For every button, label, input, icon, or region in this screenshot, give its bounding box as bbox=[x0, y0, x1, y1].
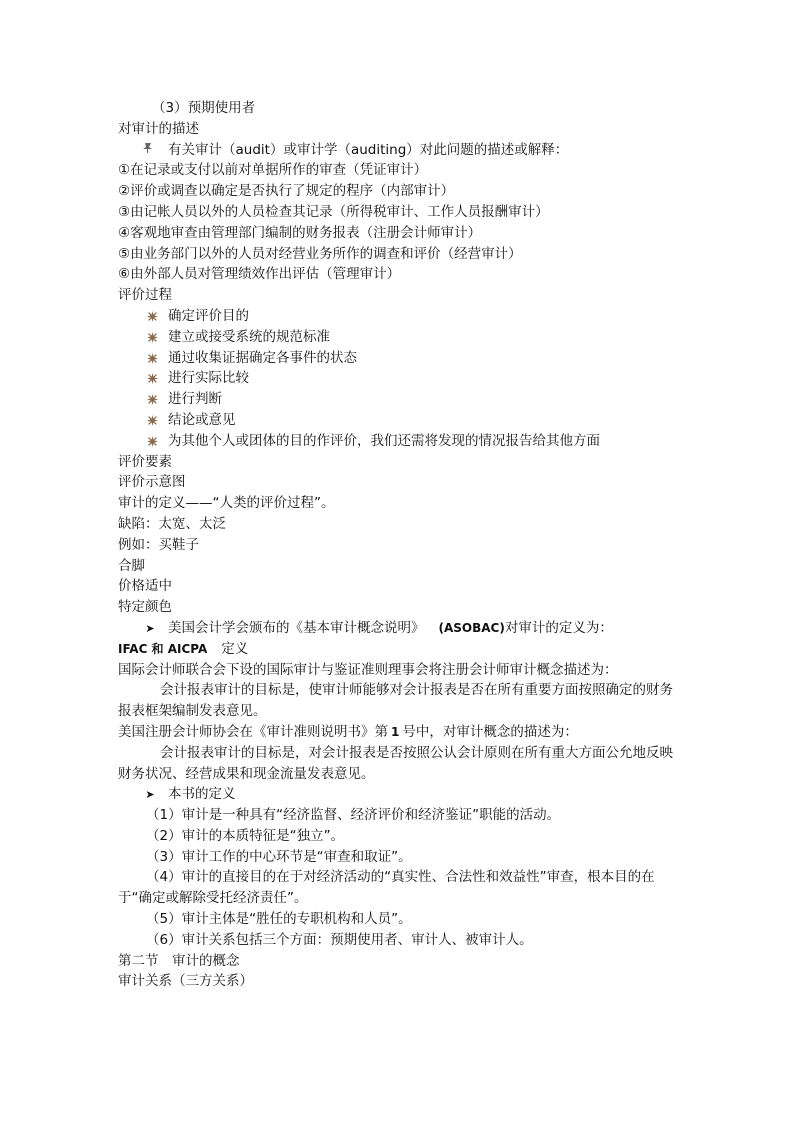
list-item bbox=[118, 160, 678, 181]
text-line bbox=[118, 971, 678, 992]
acronym-text: (ASOBAC) bbox=[438, 620, 505, 635]
line-text: 国际会计师联合会下设的国际审计与鉴证准则理事会将注册会计师审计概念描述为： bbox=[118, 661, 618, 678]
list-item bbox=[118, 223, 678, 244]
line-text: 第二节 审计的概念 bbox=[118, 952, 240, 969]
heading-line bbox=[118, 119, 678, 140]
list-item bbox=[118, 264, 678, 285]
line-text: 缺陷：太宽、太泛 bbox=[118, 515, 226, 532]
heading-line bbox=[118, 472, 678, 493]
line-text: 进行实际比较 bbox=[168, 370, 249, 387]
text-line bbox=[118, 535, 678, 556]
line-text: 价格适中 bbox=[118, 578, 172, 595]
paragraph bbox=[118, 680, 678, 722]
line-text: （3）审计工作的中心环节是“审查和取证”。 bbox=[146, 848, 412, 865]
text-line bbox=[118, 660, 678, 681]
line-text: 评价要素 bbox=[118, 453, 172, 470]
text-line bbox=[118, 722, 678, 743]
text-line bbox=[118, 597, 678, 618]
line-text: ④客观地审查由管理部门编制的财务报表（注册会计师审计） bbox=[118, 224, 482, 241]
line-text: 本书的定义 bbox=[168, 786, 236, 803]
list-item bbox=[118, 181, 678, 202]
numbered-item bbox=[118, 826, 678, 847]
acronym-text: IFAC 和 AICPA bbox=[118, 641, 208, 656]
line-text: ⑥由外部人员对管理绩效作出评估（管理审计） bbox=[118, 266, 401, 283]
line-text: （5）审计主体是“胜任的专职机构和人员”。 bbox=[146, 911, 412, 928]
line-text: 评价示意图 bbox=[118, 474, 186, 491]
text-line bbox=[118, 556, 678, 577]
line-text: 结论或意见 bbox=[168, 411, 236, 428]
text-line bbox=[118, 140, 678, 161]
line-text: 为其他个人或团体的目的作评价，我们还需将发现的情况报告给其他方面 bbox=[168, 432, 600, 449]
line-text: 建立或接受系统的规范标准 bbox=[168, 328, 330, 345]
arrow-bullet-icon: ➤ bbox=[145, 621, 155, 635]
star-bullet-icon bbox=[146, 389, 159, 410]
line-text: （3）预期使用者 bbox=[152, 100, 256, 116]
line-text: 特定颜色 bbox=[118, 599, 172, 616]
line-text: 对审计的描述 bbox=[118, 120, 199, 137]
line-text: （6）审计关系包括三个方面：预期使用者、审计人、被审计人。 bbox=[146, 931, 533, 948]
list-item bbox=[118, 244, 678, 265]
line-text: 通过收集证据确定各事件的状态 bbox=[168, 349, 357, 366]
numbered-item bbox=[118, 930, 678, 951]
line-text: ⑤由业务部门以外的人员对经营业务所作的调查和评价（经营审计） bbox=[118, 245, 522, 262]
line-text: 有关审计（audit）或审计学（auditing）对此问题的描述或解释： bbox=[168, 141, 569, 158]
text-line bbox=[118, 576, 678, 597]
line-text: 审计的定义——“人类的评价过程”。 bbox=[118, 495, 335, 512]
line-text: 号中，对审计概念的描述为： bbox=[402, 723, 578, 740]
line-text: ③由记帐人员以外的人员检查其记录（所得税审计、工作人员报酬审计） bbox=[118, 203, 549, 220]
arrow-bullet-icon: ➤ bbox=[145, 788, 155, 802]
numbered-item bbox=[118, 867, 678, 909]
line-text: 进行判断 bbox=[168, 391, 222, 408]
text-line bbox=[118, 493, 678, 514]
document-body bbox=[118, 98, 678, 992]
text-line bbox=[118, 514, 678, 535]
pushpin-icon bbox=[142, 140, 154, 161]
heading-line bbox=[118, 452, 678, 473]
paragraph bbox=[118, 743, 678, 785]
line-text: （4）审计的直接目的在于对经济活动的“真实性、合法性和效益性”审查，根本目的在于“确定或解除受托经济责任”。 bbox=[118, 869, 655, 907]
heading-line bbox=[118, 285, 678, 306]
bullet-item bbox=[118, 389, 678, 410]
star-bullet-icon bbox=[146, 431, 159, 452]
star-bullet-icon bbox=[146, 348, 159, 369]
section-heading bbox=[118, 951, 678, 972]
line-text: （1）审计是一种具有“经济监督、经济评价和经济鉴证”职能的活动。 bbox=[146, 807, 561, 824]
star-bullet-icon bbox=[146, 368, 159, 389]
number-text: 1 bbox=[391, 724, 400, 739]
line-text: （2）审计的本质特征是“独立”。 bbox=[146, 827, 345, 844]
line-text: ②评价或调查以确定是否执行了规定的程序（内部审计） bbox=[118, 183, 455, 200]
line-text: 例如：买鞋子 bbox=[118, 536, 199, 553]
numbered-item bbox=[118, 909, 678, 930]
bullet-item bbox=[118, 348, 678, 369]
arrow-item bbox=[118, 784, 678, 805]
arrow-item bbox=[118, 618, 678, 639]
paragraph-text: 会计报表审计的目标是，使审计师能够对会计报表是否在所有重要方面按照确定的财务报表框架编制发表意见。 bbox=[118, 682, 673, 720]
line-text: 确定评价目的 bbox=[168, 307, 249, 324]
line-text: 对审计的定义为： bbox=[504, 619, 613, 636]
bullet-item bbox=[118, 431, 678, 452]
star-bullet-icon bbox=[146, 327, 159, 348]
list-item bbox=[118, 202, 678, 223]
numbered-item bbox=[118, 847, 678, 868]
line-text: 合脚 bbox=[118, 557, 145, 574]
bullet-item bbox=[118, 368, 678, 389]
line-text: 美国注册会计师协会在《审计准则说明书》第 bbox=[118, 723, 388, 740]
text-line bbox=[118, 98, 678, 119]
star-bullet-icon bbox=[146, 306, 159, 327]
line-text: 审计关系（三方关系） bbox=[118, 973, 253, 990]
line-text: ①在记录或支付以前对单据所作的审查（凭证审计） bbox=[118, 162, 428, 179]
line-text: 定义 bbox=[221, 640, 249, 657]
numbered-item bbox=[118, 805, 678, 826]
paragraph-text: 会计报表审计的目标是，对会计报表是否按照公认会计原则在所有重大方面公允地反映财务状况、经营成果和现金流量发表意见。 bbox=[118, 744, 673, 782]
bullet-item bbox=[118, 306, 678, 327]
line-text: 评价过程 bbox=[118, 287, 172, 304]
bullet-item bbox=[118, 410, 678, 431]
star-bullet-icon bbox=[146, 410, 159, 431]
text-line bbox=[118, 639, 678, 660]
line-text: 美国会计学会颁布的《基本审计概念说明》 bbox=[168, 619, 425, 636]
bullet-item bbox=[118, 327, 678, 348]
